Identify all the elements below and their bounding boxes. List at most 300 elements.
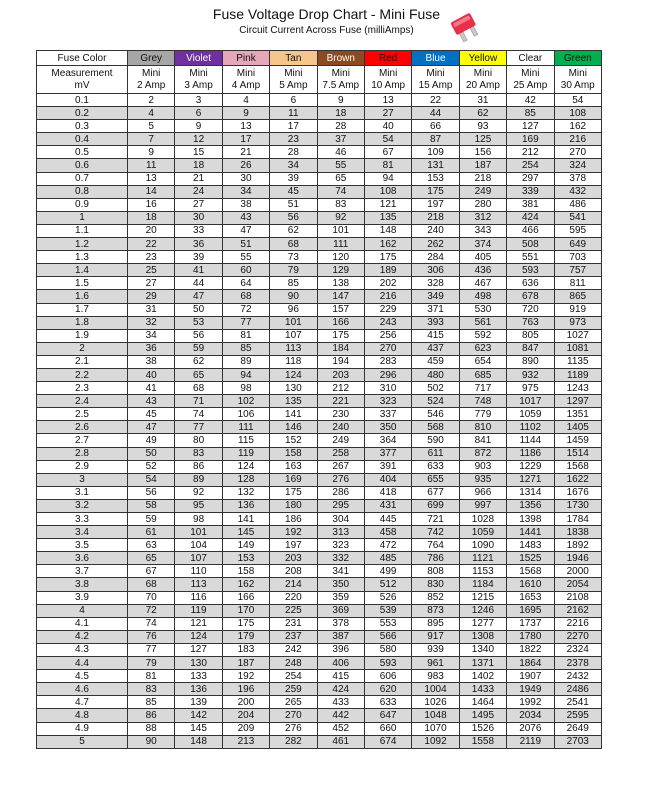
current-ma-cell: 779 xyxy=(459,408,506,421)
current-ma-cell: 350 xyxy=(317,578,364,591)
current-ma-cell: 13 xyxy=(222,120,269,133)
current-ma-cell: 148 xyxy=(364,224,411,237)
current-ma-cell: 1059 xyxy=(507,408,554,421)
current-ma-cell: 65 xyxy=(175,368,222,381)
measurement-mv-cell: 1.2 xyxy=(37,238,128,251)
current-ma-cell: 2 xyxy=(128,94,175,107)
table-row xyxy=(37,552,602,565)
current-ma-cell: 852 xyxy=(412,591,459,604)
current-ma-cell: 1907 xyxy=(507,670,554,683)
current-ma-cell: 243 xyxy=(364,316,411,329)
current-ma-cell: 2034 xyxy=(507,709,554,722)
current-ma-cell: 45 xyxy=(270,185,317,198)
current-ma-cell: 966 xyxy=(459,486,506,499)
current-ma-cell: 377 xyxy=(364,447,411,460)
measurement-mv-cell: 3.2 xyxy=(37,499,128,512)
current-ma-cell: 757 xyxy=(554,264,601,277)
measurement-label: Measurement xyxy=(51,67,113,79)
table-row xyxy=(37,120,602,133)
current-ma-cell: 9 xyxy=(317,94,364,107)
current-ma-cell: 1558 xyxy=(459,735,506,748)
measurement-mv-cell: 0.9 xyxy=(37,198,128,211)
current-ma-cell: 763 xyxy=(507,316,554,329)
current-ma-cell: 973 xyxy=(554,316,601,329)
current-ma-cell: 39 xyxy=(270,172,317,185)
measurement-mv-cell: 4.9 xyxy=(37,722,128,735)
current-ma-cell: 786 xyxy=(412,552,459,565)
current-ma-cell: 975 xyxy=(507,382,554,395)
current-ma-cell: 742 xyxy=(412,526,459,539)
current-ma-cell: 81 xyxy=(222,329,269,342)
current-ma-cell: 1297 xyxy=(554,395,601,408)
current-ma-cell: 341 xyxy=(317,565,364,578)
current-ma-cell: 748 xyxy=(459,395,506,408)
current-ma-cell: 113 xyxy=(175,578,222,591)
current-ma-cell: 442 xyxy=(317,709,364,722)
current-ma-cell: 339 xyxy=(507,185,554,198)
current-ma-cell: 4 xyxy=(128,107,175,120)
measurement-mv-cell: 1.8 xyxy=(37,316,128,329)
current-ma-cell: 919 xyxy=(554,303,601,316)
measurement-mv-cell: 0.6 xyxy=(37,159,128,172)
mini-fuse-icon xyxy=(450,10,482,44)
measurement-mv-cell: 0.8 xyxy=(37,185,128,198)
fuse-rating-cell xyxy=(554,66,601,94)
current-ma-cell: 2270 xyxy=(554,630,601,643)
current-ma-cell: 393 xyxy=(412,316,459,329)
current-ma-cell: 1153 xyxy=(459,565,506,578)
current-ma-cell: 404 xyxy=(364,473,411,486)
fuse-amp-rating: 20 Amp xyxy=(465,79,500,91)
table-row xyxy=(37,447,602,460)
current-ma-cell: 270 xyxy=(270,709,317,722)
fuse-amp-rating: 25 Amp xyxy=(513,79,548,91)
current-ma-cell: 611 xyxy=(412,447,459,460)
table-row xyxy=(37,395,602,408)
current-ma-cell: 153 xyxy=(412,172,459,185)
current-ma-cell: 158 xyxy=(270,447,317,460)
fuse-color-cell: Violet xyxy=(175,51,222,66)
current-ma-cell: 286 xyxy=(317,486,364,499)
current-ma-cell: 1314 xyxy=(507,486,554,499)
current-ma-cell: 111 xyxy=(317,238,364,251)
current-ma-cell: 41 xyxy=(128,382,175,395)
current-ma-cell: 2000 xyxy=(554,565,601,578)
current-ma-cell: 254 xyxy=(270,670,317,683)
current-ma-cell: 1402 xyxy=(459,670,506,683)
current-ma-cell: 50 xyxy=(128,447,175,460)
current-ma-cell: 633 xyxy=(412,460,459,473)
current-ma-cell: 1992 xyxy=(507,696,554,709)
current-ma-cell: 1059 xyxy=(459,526,506,539)
current-ma-cell: 85 xyxy=(222,342,269,355)
current-ma-cell: 29 xyxy=(128,290,175,303)
current-ma-cell: 1229 xyxy=(507,460,554,473)
measurement-mv-cell: 1.4 xyxy=(37,264,128,277)
current-ma-cell: 1676 xyxy=(554,486,601,499)
fuse-rating-cell xyxy=(222,66,269,94)
current-ma-cell: 110 xyxy=(175,565,222,578)
fuse-rating-cell xyxy=(128,66,175,94)
current-ma-cell: 59 xyxy=(175,342,222,355)
measurement-mv-cell: 4 xyxy=(37,604,128,617)
measurement-mv-cell: 2.1 xyxy=(37,355,128,368)
current-ma-cell: 220 xyxy=(270,591,317,604)
measurement-mv-cell: 1.7 xyxy=(37,303,128,316)
current-ma-cell: 108 xyxy=(554,107,601,120)
current-ma-cell: 41 xyxy=(175,264,222,277)
current-ma-cell: 192 xyxy=(222,670,269,683)
current-ma-cell: 961 xyxy=(412,657,459,670)
current-ma-cell: 721 xyxy=(412,513,459,526)
current-ma-cell: 1243 xyxy=(554,382,601,395)
current-ma-cell: 186 xyxy=(270,513,317,526)
current-ma-cell: 21 xyxy=(175,172,222,185)
table-row xyxy=(37,185,602,198)
current-ma-cell: 276 xyxy=(270,722,317,735)
current-ma-cell: 192 xyxy=(270,526,317,539)
current-ma-cell: 74 xyxy=(317,185,364,198)
current-ma-cell: 9 xyxy=(222,107,269,120)
current-ma-cell: 530 xyxy=(459,303,506,316)
current-ma-cell: 179 xyxy=(222,630,269,643)
current-ma-cell: 847 xyxy=(507,342,554,355)
table-row xyxy=(37,107,602,120)
current-ma-cell: 432 xyxy=(554,185,601,198)
table-row xyxy=(37,408,602,421)
current-ma-cell: 98 xyxy=(175,513,222,526)
current-ma-cell: 68 xyxy=(222,290,269,303)
current-ma-cell: 30 xyxy=(222,172,269,185)
current-ma-cell: 1277 xyxy=(459,617,506,630)
current-ma-cell: 98 xyxy=(222,382,269,395)
table-row xyxy=(37,159,602,172)
current-ma-cell: 62 xyxy=(270,224,317,237)
current-ma-cell: 1048 xyxy=(412,709,459,722)
fuse-amp-rating: 30 Amp xyxy=(560,79,595,91)
current-ma-cell: 371 xyxy=(412,303,459,316)
current-ma-cell: 415 xyxy=(317,670,364,683)
current-ma-cell: 415 xyxy=(412,329,459,342)
current-ma-cell: 2108 xyxy=(554,591,601,604)
current-ma-cell: 343 xyxy=(459,224,506,237)
current-ma-cell: 130 xyxy=(175,657,222,670)
current-ma-cell: 86 xyxy=(128,709,175,722)
fuse-type: Mini xyxy=(189,67,208,79)
current-ma-cell: 561 xyxy=(459,316,506,329)
current-ma-cell: 127 xyxy=(175,643,222,656)
fuse-type: Mini xyxy=(284,67,303,79)
current-ma-cell: 9 xyxy=(128,146,175,159)
measurement-mv-cell: 2.5 xyxy=(37,408,128,421)
current-ma-cell: 107 xyxy=(270,329,317,342)
measurement-mv-cell: 1.9 xyxy=(37,329,128,342)
current-ma-cell: 1398 xyxy=(507,513,554,526)
table-row xyxy=(37,264,602,277)
current-ma-cell: 71 xyxy=(175,395,222,408)
table-row xyxy=(37,146,602,159)
current-ma-cell: 221 xyxy=(317,395,364,408)
fuse-rating-cell xyxy=(364,66,411,94)
current-ma-cell: 374 xyxy=(459,238,506,251)
current-ma-cell: 166 xyxy=(317,316,364,329)
current-ma-cell: 212 xyxy=(317,382,364,395)
current-ma-cell: 197 xyxy=(412,198,459,211)
current-ma-cell: 64 xyxy=(222,277,269,290)
current-ma-cell: 104 xyxy=(175,539,222,552)
current-ma-cell: 636 xyxy=(507,277,554,290)
current-ma-cell: 80 xyxy=(175,434,222,447)
fuse-amp-rating: 4 Amp xyxy=(231,79,261,91)
current-ma-cell: 932 xyxy=(507,368,554,381)
current-ma-cell: 2119 xyxy=(507,735,554,748)
current-ma-cell: 5 xyxy=(128,120,175,133)
current-ma-cell: 282 xyxy=(270,735,317,748)
current-ma-cell: 44 xyxy=(412,107,459,120)
current-ma-cell: 21 xyxy=(222,146,269,159)
current-ma-cell: 508 xyxy=(507,238,554,251)
current-ma-cell: 270 xyxy=(554,146,601,159)
current-ma-cell: 254 xyxy=(507,159,554,172)
current-ma-cell: 14 xyxy=(128,185,175,198)
table-row xyxy=(37,251,602,264)
current-ma-cell: 15 xyxy=(175,146,222,159)
current-ma-cell: 917 xyxy=(412,630,459,643)
current-ma-cell: 903 xyxy=(459,460,506,473)
current-ma-cell: 811 xyxy=(554,277,601,290)
current-ma-cell: 40 xyxy=(364,120,411,133)
measurement-mv-cell: 3.7 xyxy=(37,565,128,578)
current-ma-cell: 113 xyxy=(270,342,317,355)
current-ma-cell: 1653 xyxy=(507,591,554,604)
current-ma-cell: 830 xyxy=(412,578,459,591)
current-ma-cell: 68 xyxy=(175,382,222,395)
current-ma-cell: 28 xyxy=(270,146,317,159)
current-ma-cell: 242 xyxy=(270,643,317,656)
current-ma-cell: 65 xyxy=(317,172,364,185)
current-ma-cell: 18 xyxy=(317,107,364,120)
current-ma-cell: 132 xyxy=(222,486,269,499)
current-ma-cell: 405 xyxy=(459,251,506,264)
measurement-mv-cell: 1.6 xyxy=(37,290,128,303)
fuse-type: Mini xyxy=(473,67,493,79)
current-ma-cell: 72 xyxy=(128,604,175,617)
fuse-type: Mini xyxy=(378,67,398,79)
measurement-mv-cell: 4.6 xyxy=(37,683,128,696)
table-row xyxy=(37,303,602,316)
current-ma-cell: 1838 xyxy=(554,526,601,539)
current-ma-cell: 324 xyxy=(554,159,601,172)
measurement-unit: mV xyxy=(74,79,90,91)
current-ma-cell: 1730 xyxy=(554,499,601,512)
current-ma-cell: 49 xyxy=(128,434,175,447)
current-ma-cell: 63 xyxy=(128,539,175,552)
current-ma-cell: 101 xyxy=(270,316,317,329)
current-ma-cell: 116 xyxy=(175,591,222,604)
current-ma-cell: 249 xyxy=(317,434,364,447)
current-ma-cell: 124 xyxy=(222,460,269,473)
measurement-mv-cell: 2.6 xyxy=(37,421,128,434)
current-ma-cell: 546 xyxy=(412,408,459,421)
current-ma-cell: 276 xyxy=(317,473,364,486)
current-ma-cell: 38 xyxy=(222,198,269,211)
current-ma-cell: 1121 xyxy=(459,552,506,565)
current-ma-cell: 196 xyxy=(222,683,269,696)
fuse-amp-rating: 2 Amp xyxy=(137,79,166,91)
table-row xyxy=(37,539,602,552)
current-ma-cell: 131 xyxy=(412,159,459,172)
fuse-color-cell: Blue xyxy=(412,51,459,66)
current-ma-cell: 703 xyxy=(554,251,601,264)
table-row xyxy=(37,617,602,630)
current-ma-cell: 229 xyxy=(364,303,411,316)
table-row xyxy=(37,591,602,604)
current-ma-cell: 175 xyxy=(364,251,411,264)
current-ma-cell: 654 xyxy=(459,355,506,368)
measurement-mv-cell: 2.9 xyxy=(37,460,128,473)
fuse-type: Mini xyxy=(331,67,350,79)
current-ma-cell: 120 xyxy=(317,251,364,264)
current-ma-cell: 237 xyxy=(270,630,317,643)
current-ma-cell: 20 xyxy=(128,224,175,237)
current-ma-cell: 130 xyxy=(270,382,317,395)
current-ma-cell: 50 xyxy=(175,303,222,316)
measurement-mv-cell: 1.3 xyxy=(37,251,128,264)
current-ma-cell: 145 xyxy=(175,722,222,735)
current-ma-cell: 808 xyxy=(412,565,459,578)
current-ma-cell: 213 xyxy=(222,735,269,748)
current-ma-cell: 101 xyxy=(175,526,222,539)
current-ma-cell: 593 xyxy=(364,657,411,670)
current-ma-cell: 148 xyxy=(175,735,222,748)
current-ma-cell: 1784 xyxy=(554,513,601,526)
current-ma-cell: 1892 xyxy=(554,539,601,552)
current-ma-cell: 1526 xyxy=(459,722,506,735)
measurement-mv-cell: 0.5 xyxy=(37,146,128,159)
table-row xyxy=(37,368,602,381)
current-ma-cell: 56 xyxy=(128,486,175,499)
current-ma-cell: 526 xyxy=(364,591,411,604)
current-ma-cell: 58 xyxy=(128,499,175,512)
current-ma-cell: 1246 xyxy=(459,604,506,617)
current-ma-cell: 28 xyxy=(317,120,364,133)
current-ma-cell: 2216 xyxy=(554,617,601,630)
current-ma-cell: 66 xyxy=(412,120,459,133)
current-ma-cell: 56 xyxy=(175,329,222,342)
current-ma-cell: 79 xyxy=(270,264,317,277)
current-ma-cell: 30 xyxy=(175,211,222,224)
current-ma-cell: 83 xyxy=(175,447,222,460)
current-ma-cell: 87 xyxy=(412,133,459,146)
current-ma-cell: 524 xyxy=(412,395,459,408)
current-ma-cell: 1028 xyxy=(459,513,506,526)
measurement-mv-cell: 0.7 xyxy=(37,172,128,185)
measurement-mv-cell: 2.8 xyxy=(37,447,128,460)
current-ma-cell: 62 xyxy=(175,355,222,368)
current-ma-cell: 323 xyxy=(364,395,411,408)
measurement-mv-cell: 3.4 xyxy=(37,526,128,539)
current-ma-cell: 218 xyxy=(459,172,506,185)
current-ma-cell: 240 xyxy=(317,421,364,434)
fuse-type: Mini xyxy=(142,67,161,79)
current-ma-cell: 1371 xyxy=(459,657,506,670)
current-ma-cell: 2595 xyxy=(554,709,601,722)
current-ma-cell: 3 xyxy=(175,94,222,107)
current-ma-cell: 11 xyxy=(128,159,175,172)
current-ma-cell: 146 xyxy=(270,421,317,434)
current-ma-cell: 175 xyxy=(222,617,269,630)
current-ma-cell: 1017 xyxy=(507,395,554,408)
fuse-color-cell: Brown xyxy=(317,51,364,66)
current-ma-cell: 350 xyxy=(364,421,411,434)
current-ma-cell: 109 xyxy=(412,146,459,159)
current-ma-cell: 86 xyxy=(175,460,222,473)
fuse-type: Mini xyxy=(568,67,587,79)
current-ma-cell: 480 xyxy=(412,368,459,381)
current-ma-cell: 566 xyxy=(364,630,411,643)
measurement-mv-cell: 1.1 xyxy=(37,224,128,237)
current-ma-cell: 175 xyxy=(317,329,364,342)
current-ma-cell: 102 xyxy=(222,395,269,408)
current-ma-cell: 214 xyxy=(270,578,317,591)
table-row xyxy=(37,486,602,499)
current-ma-cell: 136 xyxy=(175,683,222,696)
current-ma-cell: 135 xyxy=(364,211,411,224)
current-ma-cell: 381 xyxy=(507,198,554,211)
current-ma-cell: 85 xyxy=(128,696,175,709)
measurement-mv-cell: 0.1 xyxy=(37,94,128,107)
current-ma-cell: 89 xyxy=(222,355,269,368)
current-ma-cell: 349 xyxy=(412,290,459,303)
current-ma-cell: 62 xyxy=(459,107,506,120)
table-row xyxy=(37,290,602,303)
current-ma-cell: 27 xyxy=(175,198,222,211)
current-ma-cell: 141 xyxy=(270,408,317,421)
fuse-rating-cell xyxy=(270,66,317,94)
current-ma-cell: 674 xyxy=(364,735,411,748)
current-ma-cell: 40 xyxy=(128,368,175,381)
measurement-mv-cell: 4.4 xyxy=(37,657,128,670)
measurement-header xyxy=(37,66,128,94)
current-ma-cell: 51 xyxy=(222,238,269,251)
current-ma-cell: 184 xyxy=(317,342,364,355)
voltage-drop-table xyxy=(36,50,602,749)
current-ma-cell: 262 xyxy=(412,238,459,251)
current-ma-cell: 187 xyxy=(459,159,506,172)
table-row xyxy=(37,342,602,355)
measurement-mv-cell: 0.3 xyxy=(37,120,128,133)
current-ma-cell: 660 xyxy=(364,722,411,735)
current-ma-cell: 230 xyxy=(317,408,364,421)
current-ma-cell: 34 xyxy=(222,185,269,198)
current-ma-cell: 2541 xyxy=(554,696,601,709)
measurement-mv-cell: 3 xyxy=(37,473,128,486)
table-row xyxy=(37,316,602,329)
current-ma-cell: 359 xyxy=(317,591,364,604)
current-ma-cell: 364 xyxy=(364,434,411,447)
current-ma-cell: 169 xyxy=(270,473,317,486)
table-row xyxy=(37,657,602,670)
fuse-rating-cell xyxy=(317,66,364,94)
table-row xyxy=(37,604,602,617)
current-ma-cell: 541 xyxy=(554,211,601,224)
current-ma-cell: 74 xyxy=(128,617,175,630)
current-ma-cell: 284 xyxy=(412,251,459,264)
current-ma-cell: 418 xyxy=(364,486,411,499)
current-ma-cell: 699 xyxy=(412,499,459,512)
current-ma-cell: 43 xyxy=(128,395,175,408)
current-ma-cell: 121 xyxy=(364,198,411,211)
